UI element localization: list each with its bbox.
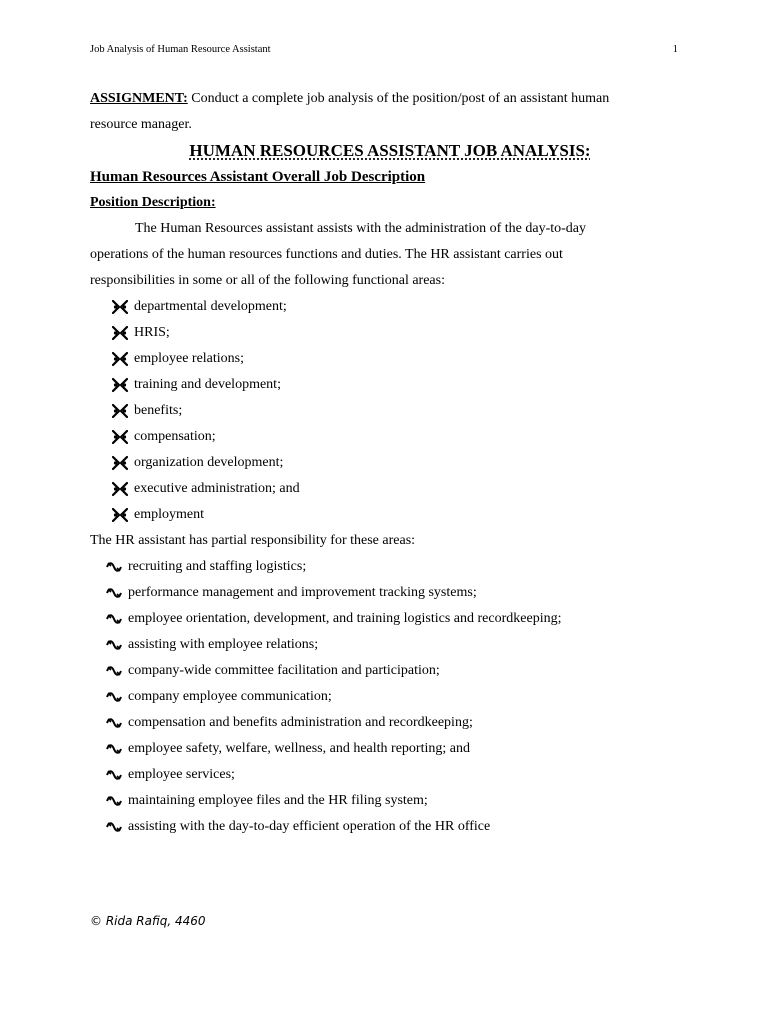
list-item: [90, 736, 690, 762]
list-item-text: assisting with employee relations;: [128, 637, 319, 652]
list-item-text: assisting with the day-to-day efficient operation of the HR office: [128, 819, 491, 834]
list-item: [90, 476, 690, 502]
list-item: [90, 632, 690, 658]
list-item-text: employee services;: [128, 767, 235, 782]
partial-areas-list: [90, 554, 690, 840]
swirl-bullet-icon: [106, 691, 128, 703]
butterfly-bullet-icon: [112, 351, 134, 367]
list-item: [90, 658, 690, 684]
swirl-bullet-icon: [106, 743, 128, 755]
list-item-text: company-wide committee facilitation and participation;: [128, 663, 440, 678]
list-item: [90, 294, 690, 320]
functional-areas-list: [90, 294, 690, 528]
assignment-label: ASSIGNMENT:: [90, 91, 188, 106]
list-item: [90, 814, 690, 840]
list-item: [90, 580, 690, 606]
list-item: [90, 320, 690, 346]
assignment-text-continued: resource manager.: [90, 117, 192, 132]
swirl-bullet-icon: [106, 665, 128, 677]
butterfly-bullet-icon: [112, 507, 134, 523]
swirl-bullet-icon: [106, 587, 128, 599]
butterfly-bullet-icon: [112, 455, 134, 471]
document-body: [90, 86, 690, 840]
swirl-bullet-icon: [106, 639, 128, 651]
list-item-text: employee safety, welfare, wellness, and health reporting; and: [128, 741, 470, 756]
swirl-bullet-icon: [106, 561, 128, 573]
subtitle: Human Resources Assistant Overall Job Description: [90, 169, 426, 185]
butterfly-bullet-icon: [112, 403, 134, 419]
list-item-text: benefits;: [134, 403, 183, 418]
list-item-text: departmental development;: [134, 299, 287, 314]
list-item: [90, 606, 690, 632]
list-item-text: performance management and improvement tracking systems;: [128, 585, 477, 600]
swirl-bullet-icon: [106, 769, 128, 781]
page-header: [90, 44, 678, 55]
list-item: [90, 502, 690, 528]
swirl-bullet-icon: [106, 613, 128, 625]
list-item-text: executive administration; and: [134, 481, 300, 496]
position-description-heading: Position Description:: [90, 195, 216, 210]
list-item: [90, 450, 690, 476]
list-item: [90, 398, 690, 424]
partial-responsibility-intro: The HR assistant has partial responsibility for these areas:: [90, 533, 416, 548]
butterfly-bullet-icon: [112, 325, 134, 341]
main-title: HUMAN RESOURCES ASSISTANT JOB ANALYSIS:: [189, 141, 591, 160]
list-item-text: employee orientation, development, and training logistics and recordkeeping;: [128, 611, 562, 626]
list-item-text: compensation and benefits administration and recordkeeping;: [128, 715, 473, 730]
swirl-bullet-icon: [106, 795, 128, 807]
list-item-text: compensation;: [134, 429, 216, 444]
list-item: [90, 554, 690, 580]
list-item-text: HRIS;: [134, 325, 170, 340]
list-item-text: employment: [134, 507, 204, 522]
list-item-text: organization development;: [134, 455, 284, 470]
assignment-line: [90, 86, 690, 112]
list-item-text: company employee communication;: [128, 689, 332, 704]
list-item: [90, 788, 690, 814]
list-item: [90, 710, 690, 736]
paragraph-line: operations of the human resources functions and duties. The HR assistant carries out: [90, 247, 563, 262]
paragraph-line: responsibilities in some or all of the following functional areas:: [90, 273, 445, 288]
page-number: 1: [672, 44, 678, 55]
list-item: [90, 684, 690, 710]
butterfly-bullet-icon: [112, 299, 134, 315]
list-item-text: training and development;: [134, 377, 281, 392]
list-item: [90, 372, 690, 398]
butterfly-bullet-icon: [112, 377, 134, 393]
assignment-text: Conduct a complete job analysis of the position/post of an assistant human: [187, 91, 610, 106]
list-item: [90, 762, 690, 788]
list-item-text: recruiting and staffing logistics;: [128, 559, 307, 574]
list-item: [90, 424, 690, 450]
footer-copyright: © Rida Rafiq, 4460: [90, 914, 206, 928]
paragraph-line: The Human Resources assistant assists with the administration of the day-to-day: [135, 221, 587, 236]
swirl-bullet-icon: [106, 821, 128, 833]
list-item: [90, 346, 690, 372]
header-title: Job Analysis of Human Resource Assistant: [90, 44, 271, 55]
list-item-text: maintaining employee files and the HR filing system;: [128, 793, 428, 808]
butterfly-bullet-icon: [112, 429, 134, 445]
butterfly-bullet-icon: [112, 481, 134, 497]
list-item-text: employee relations;: [134, 351, 245, 366]
swirl-bullet-icon: [106, 717, 128, 729]
